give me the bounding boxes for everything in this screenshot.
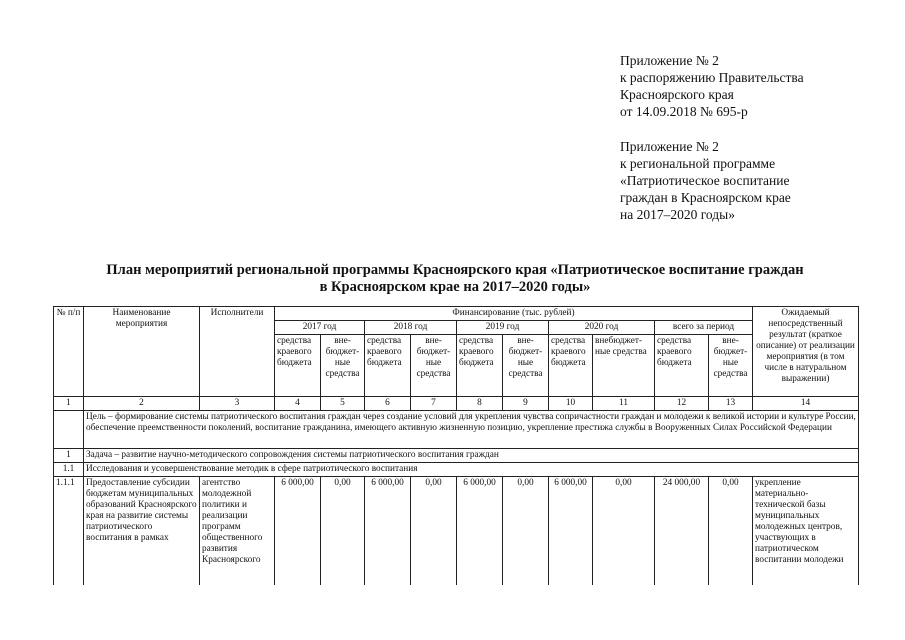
header-extra-budget: вне-бюджет-ные средства [709, 335, 753, 397]
title-line-1: План мероприятий региональной программы Красноярского края «Патриотическое воспитание граждан [106, 262, 804, 278]
column-number: 5 [321, 397, 365, 411]
column-number: 6 [365, 397, 411, 411]
item-value-2018-extra: 0,00 [411, 477, 457, 585]
header-regional-budget: средства краевого бюджета [655, 335, 709, 397]
header-name: Наименование мероприятия [84, 307, 200, 397]
column-number: 9 [503, 397, 549, 411]
header-num: № п/п [54, 307, 84, 397]
item-row-executor: агентство молодежной политики и реализации программ общественного развития Красноярского [200, 477, 275, 585]
header-expected-result: Ожидаемый непосредственный результат (краткое описание) от реализации мероприятия (в том числе в натуральном выражении) [753, 307, 859, 397]
header-extra-budget-2020: внебюджет-ные средства [593, 335, 655, 397]
item-value-total-extra: 0,00 [709, 477, 753, 585]
goal-row-text: Цель – формирование системы патриотического воспитания граждан через создание условий для укрепления чувства сопричастности граждан и молодежи к великой истории и культуре России, обеспечение преемственности поколений, воспитание гражданина, имеющего активную жизненную позицию, укрепление престижа службы в Вооруженных Силах Российской Федерации [84, 411, 859, 449]
header-year-2017: 2017 год [275, 321, 365, 335]
header-extra-budget: вне-бюджет-ные средства [503, 335, 549, 397]
plan-table [53, 306, 859, 585]
item-value-2020-regional: 6 000,00 [549, 477, 593, 585]
column-number: 2 [84, 397, 200, 411]
appendix-order-line: от 14.09.2018 № 695-р [620, 104, 748, 119]
item-row-result: укрепление материально-технической базы муниципальных молодежных центров, участвующих в патриотическом воспитании молодежи [753, 477, 859, 585]
item-value-2019-extra: 0,00 [503, 477, 549, 585]
header-regional-budget: средства краевого бюджета [275, 335, 321, 397]
header-extra-budget: вне-бюджет-ные средства [411, 335, 457, 397]
appendix-order [620, 52, 804, 120]
item-value-2017-extra: 0,00 [321, 477, 365, 585]
item-value-total-regional: 24 000,00 [655, 477, 709, 585]
column-number: 1 [54, 397, 84, 411]
appendix-program [620, 138, 791, 223]
appendix-program-line: Приложение № 2 [620, 139, 719, 154]
item-value-2018-regional: 6 000,00 [365, 477, 411, 585]
item-value-2019-regional: 6 000,00 [457, 477, 503, 585]
column-number: 3 [200, 397, 275, 411]
header-year-2020: 2020 год [549, 321, 655, 335]
column-number: 8 [457, 397, 503, 411]
item-row-name: Предоставление субсидии бюджетам муниципальных образований Красноярского края на развитие системы патриотического воспитания в рамках [84, 477, 200, 585]
document-title [40, 262, 870, 296]
column-number: 11 [593, 397, 655, 411]
task-row-text: Задача – развитие научно-методического сопровождения системы патриотического воспитания граждан [84, 449, 859, 463]
column-number: 7 [411, 397, 457, 411]
title-line-2: в Красноярском крае на 2017–2020 годы» [319, 279, 591, 295]
column-number: 14 [753, 397, 859, 411]
appendix-program-line: «Патриотическое воспитание [620, 173, 790, 188]
column-number: 4 [275, 397, 321, 411]
item-row-num: 1.1.1 [54, 477, 84, 585]
item-value-2020-extra: 0,00 [593, 477, 655, 585]
column-number: 10 [549, 397, 593, 411]
header-total-period: всего за период [655, 321, 753, 335]
subtask-row-num: 1.1 [54, 463, 84, 477]
appendix-program-line: граждан в Красноярском крае [620, 190, 791, 205]
header-regional-budget: средства краевого бюджета [365, 335, 411, 397]
goal-row-num [54, 411, 84, 449]
appendix-order-line: Приложение № 2 [620, 53, 719, 68]
header-regional-budget: средства краевого бюджета [457, 335, 503, 397]
header-financing: Финансирование (тыс. рублей) [275, 307, 753, 321]
appendix-program-line: на 2017–2020 годы» [620, 207, 735, 222]
subtask-row-text: Исследования и усовершенствование методик в сфере патриотического воспитания [84, 463, 859, 477]
appendix-order-line: к распоряжению Правительства [620, 70, 804, 85]
header-regional-budget: средства краевого бюджета [549, 335, 593, 397]
task-row-num: 1 [54, 449, 84, 463]
item-value-2017-regional: 6 000,00 [275, 477, 321, 585]
header-year-2019: 2019 год [457, 321, 549, 335]
appendix-order-line: Красноярского края [620, 87, 734, 102]
header-year-2018: 2018 год [365, 321, 457, 335]
column-number: 13 [709, 397, 753, 411]
column-number: 12 [655, 397, 709, 411]
header-executors: Исполнители [200, 307, 275, 397]
header-extra-budget: вне-бюджет-ные средства [321, 335, 365, 397]
appendix-program-line: к региональной программе [620, 156, 776, 171]
